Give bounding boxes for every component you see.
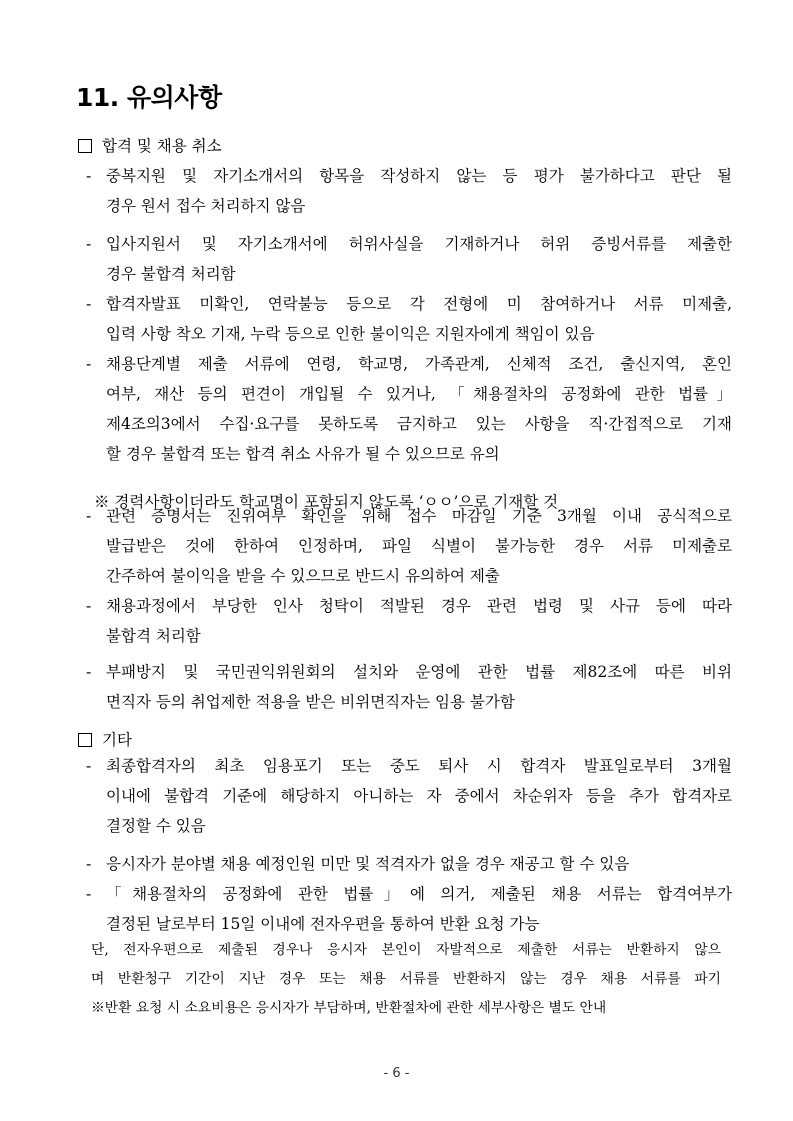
dash-bullet: - [86, 507, 92, 525]
dash-bullet: - [86, 855, 92, 873]
list-item-text: 경우 원서 접수 처리하지 않음 [106, 197, 306, 215]
list-item-text: 면직자 등의 취업제한 적용을 받은 비위면직자는 임용 불가함 [106, 693, 515, 711]
list-item-text: 이내에 불합격 기준에 해당하지 아니하는 자 중에서 차순위자 등을 추가 합격자로 [106, 787, 732, 805]
list-item-line [86, 591, 732, 621]
dash-bullet: - [86, 597, 92, 615]
list-item-text: 합격자발표 미확인, 연락불능 등으로 각 전형에 미 참여하거나 서류 미제출, [106, 295, 732, 313]
list-item-text: 최종합격자의 최초 임용포기 또는 중도 퇴사 시 합격자 발표일로부터 3개월 [106, 757, 732, 775]
list-item-line [86, 501, 732, 531]
section-title: 11. 유의사항 [76, 83, 222, 112]
section-heading-cancellation: 합격 및 채용 취소 [78, 134, 222, 156]
list-item [86, 229, 732, 289]
list-item-line [86, 259, 732, 289]
list-item [86, 879, 732, 939]
list-item [86, 591, 732, 651]
list-item [86, 349, 732, 469]
list-item-line [86, 289, 732, 319]
list-item [86, 289, 732, 349]
list-item-text: 채용과정에서 부당한 인사 청탁이 적발된 경우 관련 법령 및 사규 등에 따라 [106, 597, 732, 615]
list-item-line [86, 229, 732, 259]
dash-bullet: - [86, 885, 92, 903]
list-item-text: 입력 사항 착오 기재, 누락 등으로 인한 불이익은 지원자에게 책임이 있음 [106, 325, 595, 343]
list-item-line [86, 561, 732, 591]
dash-bullet: - [86, 757, 92, 775]
list-item-text: 부패방지 및 국민권익위원회의 설치와 운영에 관한 법률 제82조에 따른 비위 [106, 663, 732, 681]
list-item [86, 501, 732, 591]
dash-bullet: - [86, 355, 92, 373]
list-item-line [86, 621, 732, 651]
list-item-line [86, 191, 732, 221]
list-item-text: 결정할 수 있음 [106, 817, 206, 835]
list-item-line [86, 161, 732, 191]
list-item-line [86, 849, 732, 879]
return-note-line: 단, 전자우편으로 제출된 경우나 응시자 본인이 자발적으로 제출한 서류는 반환하지 않으 [91, 942, 721, 958]
checkbox-square-icon [78, 733, 92, 747]
list-item-line [86, 531, 732, 561]
list-item-text: 여부, 재산 등의 편견이 개입될 수 있거나, 「채용절차의 공정화에 관한 법률」 [106, 385, 732, 403]
list-item-line [86, 811, 732, 841]
list-item-text: 입사지원서 및 자기소개서에 허위사실을 기재하거나 허위 증빙서류를 제출한 [106, 235, 732, 253]
list-item-text: 중복지원 및 자기소개서의 항목을 작성하지 않는 등 평가 불가하다고 판단 될 [106, 167, 732, 185]
list-item-line [86, 909, 732, 939]
list-item-text: 관련 증명서는 진위여부 확인을 위해 접수 마감일 기준 3개월 이내 공식적으로 [106, 507, 732, 525]
dash-bullet: - [86, 235, 92, 253]
list-item-text: 제4조의3에서 수집·요구를 못하도록 금지하고 있는 사항을 직·간접적으로 기재 [106, 415, 732, 433]
list-item [86, 657, 732, 717]
list-item [86, 751, 732, 841]
page-number: - 6 - [383, 1066, 410, 1081]
list-item-text: 「채용절차의 공정화에 관한 법률」에 의거, 제출된 채용 서류는 합격여부가 [106, 885, 732, 903]
list-item-text: 발급받은 것에 한하여 인정하며, 파일 식별이 불가능한 경우 서류 미제출로 [106, 537, 732, 555]
list-item-text: 응시자가 분야별 채용 예정인원 미만 및 적격자가 없을 경우 재공고 할 수 있음 [106, 855, 630, 873]
return-notes [91, 936, 721, 1023]
dash-bullet: - [86, 295, 92, 313]
list-item-line [86, 439, 732, 469]
list-item-text: 불합격 처리함 [106, 627, 201, 645]
list-item-line [86, 879, 732, 909]
list-item-text: 결정된 날로부터 15일 이내에 전자우편을 통하여 반환 요청 가능 [106, 915, 540, 933]
list-item-line [86, 687, 732, 717]
section-heading-other: 기타 [78, 728, 132, 750]
list-item [86, 849, 732, 879]
return-note-line: 며 반환청구 기간이 지난 경우 또는 채용 서류를 반환하지 않는 경우 채용 서류를 파기 [91, 971, 721, 987]
checkbox-square-icon [78, 139, 92, 153]
list-item-text: 할 경우 불합격 또는 합격 취소 사유가 될 수 있으므로 유의 [106, 445, 500, 463]
list-item-text: 간주하여 불이익을 받을 수 있으므로 반드시 유의하여 제출 [106, 567, 500, 585]
list-item-line [86, 409, 732, 439]
note-school-name: ※ 경력사항이더라도 학교명이 포함되지 않도록 ‘ㅇㅇ’으로 기재할 것 [94, 492, 559, 511]
return-note-line: ※반환 요청 시 소요비용은 응시자가 부담하며, 반환절차에 관한 세부사항은 별도 안내 [91, 1000, 607, 1016]
list-item-text: 채용단계별 제출 서류에 연령, 학교명, 가족관계, 신체적 조건, 출신지역, 혼인 [106, 355, 732, 373]
list-item-line [86, 781, 732, 811]
dash-bullet: - [86, 663, 92, 681]
dash-bullet: - [86, 167, 92, 185]
list-item [86, 161, 732, 221]
list-item-line [86, 751, 732, 781]
list-item-line [86, 319, 732, 349]
list-item-line [86, 379, 732, 409]
list-item-line [86, 349, 732, 379]
list-item-line [86, 657, 732, 687]
list-item-text: 경우 불합격 처리함 [106, 265, 236, 283]
